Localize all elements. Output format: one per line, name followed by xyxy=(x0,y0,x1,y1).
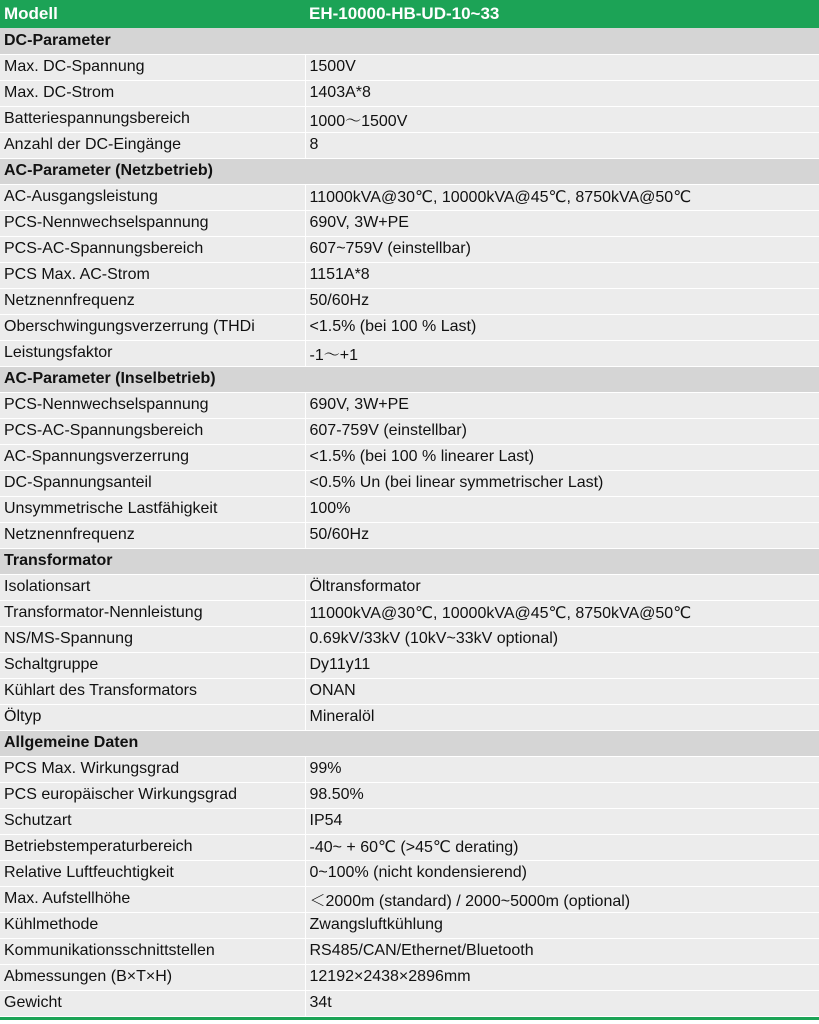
parameter-value: Öltransformator xyxy=(305,574,819,600)
parameter-name: PCS-Nennwechselspannung xyxy=(0,210,305,236)
table-row xyxy=(0,600,819,626)
parameter-value: 1500V xyxy=(305,54,819,80)
table-row xyxy=(0,80,819,106)
parameter-name: NS/MS-Spannung xyxy=(0,626,305,652)
table-row xyxy=(0,756,819,782)
parameter-name: PCS Max. Wirkungsgrad xyxy=(0,756,305,782)
table-row xyxy=(0,236,819,262)
table-row xyxy=(0,106,819,132)
table-row xyxy=(0,522,819,548)
parameter-value: 0.69kV/33kV (10kV~33kV optional) xyxy=(305,626,819,652)
parameter-value: ＜2000m (standard) / 2000~5000m (optional) xyxy=(305,886,819,912)
parameter-name: Isolationsart xyxy=(0,574,305,600)
parameter-name: Abmessungen (B×T×H) xyxy=(0,964,305,990)
section-header-row xyxy=(0,366,819,392)
table-row xyxy=(0,990,819,1016)
parameter-name: Schaltgruppe xyxy=(0,652,305,678)
section-header-row xyxy=(0,158,819,184)
parameter-name: AC-Spannungsverzerrung xyxy=(0,444,305,470)
parameter-name: Netznennfrequenz xyxy=(0,288,305,314)
parameter-name: Max. DC-Spannung xyxy=(0,54,305,80)
parameter-value: -40~ + 60℃ (>45℃ derating) xyxy=(305,834,819,860)
section-title: AC-Parameter (Inselbetrieb) xyxy=(0,366,819,392)
section-header-row xyxy=(0,28,819,54)
parameter-value: 0~100% (nicht kondensierend) xyxy=(305,860,819,886)
parameter-value: 607-759V (einstellbar) xyxy=(305,418,819,444)
parameter-name: Betriebstemperaturbereich xyxy=(0,834,305,860)
parameter-value: ONAN xyxy=(305,678,819,704)
parameter-value: Mineralöl xyxy=(305,704,819,730)
parameter-value: 50/60Hz xyxy=(305,522,819,548)
parameter-name: Max. DC-Strom xyxy=(0,80,305,106)
table-row xyxy=(0,54,819,80)
table-row xyxy=(0,704,819,730)
parameter-name: PCS-Nennwechselspannung xyxy=(0,392,305,418)
parameter-name: Leistungsfaktor xyxy=(0,340,305,366)
parameter-value: 99% xyxy=(305,756,819,782)
parameter-name: Max. Aufstellhöhe xyxy=(0,886,305,912)
model-value: EH-10000-HB-UD-10~33 xyxy=(305,0,819,28)
table-row xyxy=(0,652,819,678)
parameter-name: PCS-AC-Spannungsbereich xyxy=(0,418,305,444)
table-row xyxy=(0,964,819,990)
table-row xyxy=(0,288,819,314)
table-row xyxy=(0,184,819,210)
parameter-name: DC-Spannungsanteil xyxy=(0,470,305,496)
table-row xyxy=(0,886,819,912)
parameter-value: 1151A*8 xyxy=(305,262,819,288)
table-row xyxy=(0,496,819,522)
parameter-name: Schutzart xyxy=(0,808,305,834)
table-row xyxy=(0,132,819,158)
table-row xyxy=(0,912,819,938)
section-title: DC-Parameter xyxy=(0,28,819,54)
parameter-name: PCS Max. AC-Strom xyxy=(0,262,305,288)
parameter-name: Kühlart des Transformators xyxy=(0,678,305,704)
table-row xyxy=(0,340,819,366)
parameter-value: -1～+1 xyxy=(305,340,819,366)
parameter-name: Transformator-Nennleistung xyxy=(0,600,305,626)
parameter-value: 100% xyxy=(305,496,819,522)
parameter-value: <1.5% (bei 100 % linearer Last) xyxy=(305,444,819,470)
parameter-name: Öltyp xyxy=(0,704,305,730)
table-row xyxy=(0,418,819,444)
parameter-value: IP54 xyxy=(305,808,819,834)
parameter-name: Relative Luftfeuchtigkeit xyxy=(0,860,305,886)
parameter-name: Batteriespannungsbereich xyxy=(0,106,305,132)
parameter-value: 11000kVA@30℃, 10000kVA@45℃, 8750kVA@50℃ xyxy=(305,184,819,210)
parameter-value: 607~759V (einstellbar) xyxy=(305,236,819,262)
parameter-value: Dy11y11 xyxy=(305,652,819,678)
parameter-value: 50/60Hz xyxy=(305,288,819,314)
parameter-name: AC-Ausgangsleistung xyxy=(0,184,305,210)
table-bottom-border xyxy=(0,1017,819,1020)
parameter-value: 12192×2438×2896mm xyxy=(305,964,819,990)
table-row xyxy=(0,626,819,652)
parameter-value: <0.5% Un (bei linear symmetrischer Last) xyxy=(305,470,819,496)
parameter-value: 690V, 3W+PE xyxy=(305,210,819,236)
table-row xyxy=(0,574,819,600)
table-row xyxy=(0,808,819,834)
parameter-name: Netznennfrequenz xyxy=(0,522,305,548)
parameter-name: Gewicht xyxy=(0,990,305,1016)
section-title: Allgemeine Daten xyxy=(0,730,819,756)
parameter-name: Kommunikationsschnittstellen xyxy=(0,938,305,964)
table-row xyxy=(0,834,819,860)
parameter-name: Unsymmetrische Lastfähigkeit xyxy=(0,496,305,522)
table-row xyxy=(0,678,819,704)
table-row xyxy=(0,782,819,808)
table-row xyxy=(0,860,819,886)
section-title: Transformator xyxy=(0,548,819,574)
table-row xyxy=(0,210,819,236)
table-row xyxy=(0,262,819,288)
model-header-row xyxy=(0,0,819,28)
table-row xyxy=(0,444,819,470)
parameter-value: 1000～1500V xyxy=(305,106,819,132)
parameter-value: 98.50% xyxy=(305,782,819,808)
parameter-name: PCS-AC-Spannungsbereich xyxy=(0,236,305,262)
table-row xyxy=(0,470,819,496)
model-label: Modell xyxy=(0,0,305,28)
table-row xyxy=(0,938,819,964)
parameter-name: PCS europäischer Wirkungsgrad xyxy=(0,782,305,808)
parameter-name: Oberschwingungsverzerrung (THDi xyxy=(0,314,305,340)
parameter-name: Anzahl der DC-Eingänge xyxy=(0,132,305,158)
section-header-row xyxy=(0,730,819,756)
table-row xyxy=(0,392,819,418)
parameter-value: 8 xyxy=(305,132,819,158)
parameter-value: 34t xyxy=(305,990,819,1016)
section-header-row xyxy=(0,548,819,574)
parameter-value: 11000kVA@30℃, 10000kVA@45℃, 8750kVA@50℃ xyxy=(305,600,819,626)
section-title: AC-Parameter (Netzbetrieb) xyxy=(0,158,819,184)
parameter-value: 1403A*8 xyxy=(305,80,819,106)
parameter-value: RS485/CAN/Ethernet/Bluetooth xyxy=(305,938,819,964)
parameter-value: Zwangsluftkühlung xyxy=(305,912,819,938)
parameter-value: 690V, 3W+PE xyxy=(305,392,819,418)
parameter-name: Kühlmethode xyxy=(0,912,305,938)
parameter-value: <1.5% (bei 100 % Last) xyxy=(305,314,819,340)
table-row xyxy=(0,314,819,340)
